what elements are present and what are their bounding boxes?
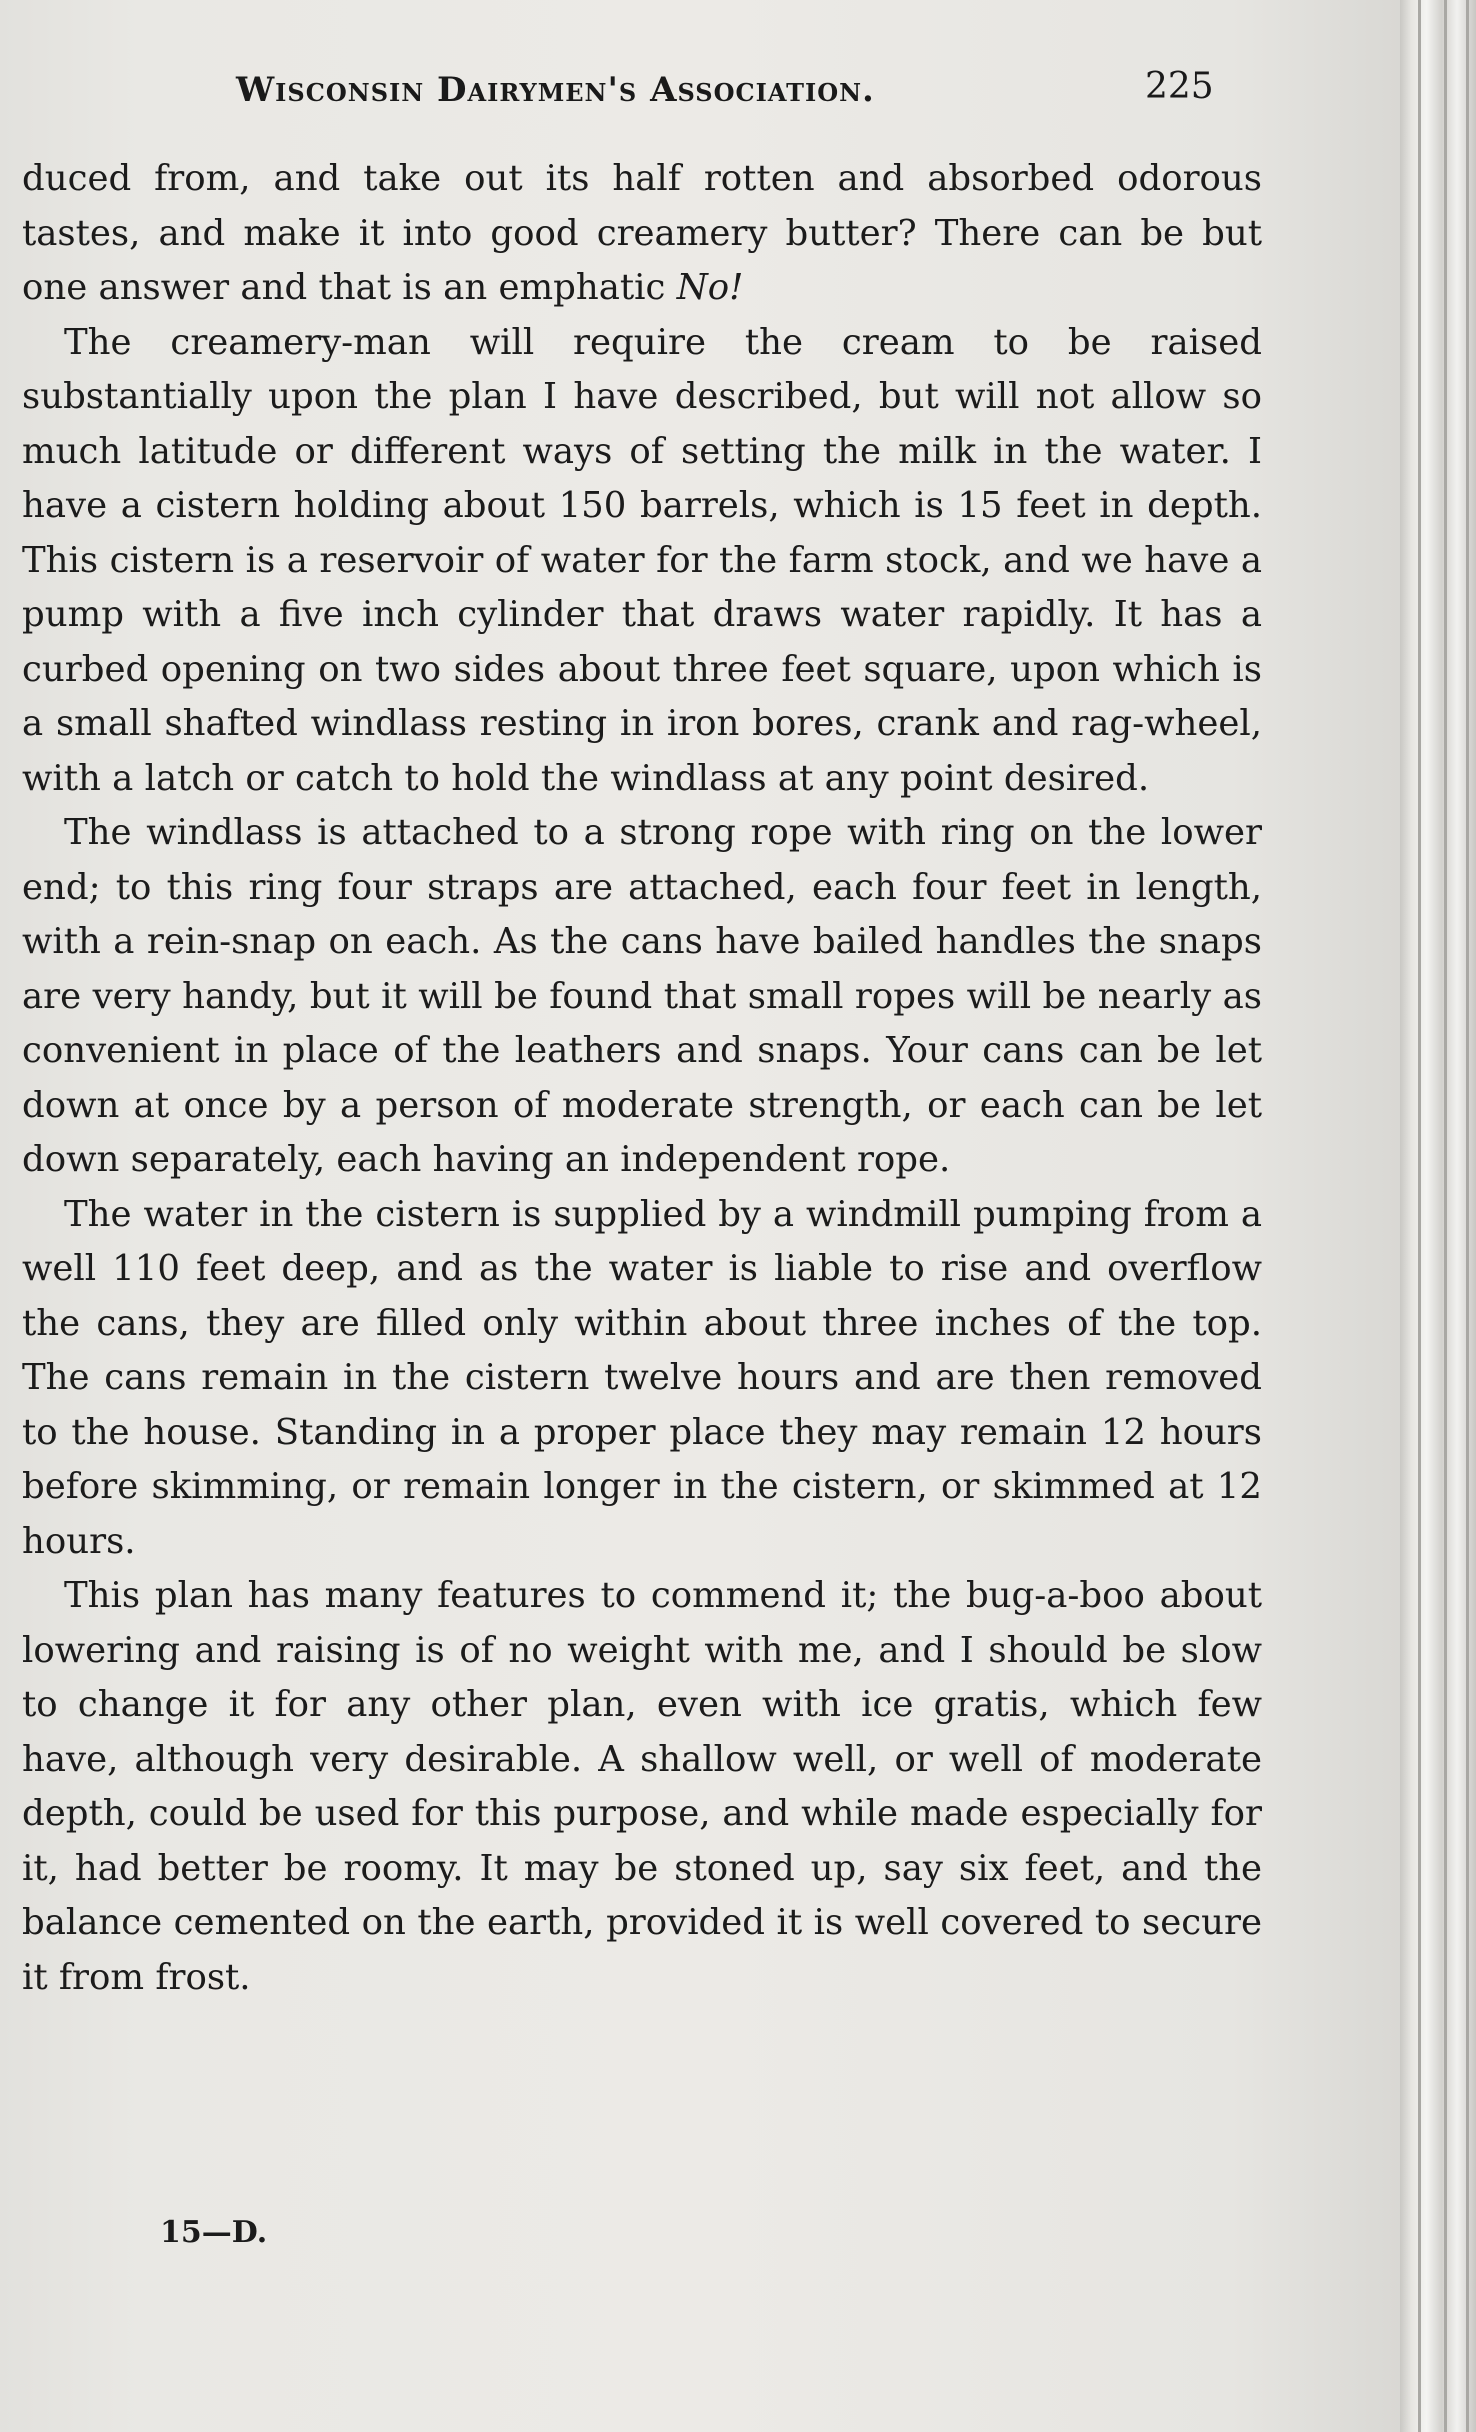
paragraph-4: The water in the cistern is supplied by a windmill pumping from a well 110 feet deep, and as the water is liable to rise and overflow the cans, they are filled only within about three inches of the top. The cans remain in the cistern twelve hours and are then removed to the house. Standing in a proper place they may remain 12 hours before skimming, or remain longer in the cistern, or skimmed at 12 hours. [22,1193,1262,1562]
page-header [0,60,1400,130]
spine-line [1444,0,1447,2432]
paragraph-5: This plan has many features to commend it; the bug-a-boo about lowering and raising is of no weight with me, and I should be slow to change it for any other plan, even with ice gratis, which few have, although very desirable. A shallow well, or well of moderate depth, could be used for this purpose, and while made especially for it, had better be roomy. It may be stoned up, say six feet, and the balance cemented on the earth, provided it is well covered to secure it from frost. [22,1575,1262,1998]
signature-mark: 15—D. [160,2215,268,2250]
page-number: 225 [1145,66,1214,107]
paragraph-1 [22,152,1262,316]
book-spine-edge [1400,0,1476,2432]
spine-line [1466,0,1469,2432]
running-head: Wisconsin Dairymen's Association. [236,70,875,110]
page-body [22,152,1262,2005]
spine-line [1418,0,1421,2432]
paragraph-1-text: duced from, and take out its half rotten and absorbed odorous tastes, and make it into good creamery butter? There can be but one answer and that is an emphatic [22,158,1262,308]
paragraph-2: The creamery-man will require the cream to be raised substantially upon the plan I have described, but will not allow so much latitude or different ways of setting the milk in the water. I have a cistern holding about 150 barrels, which is 15 feet in depth. This cistern is a reservoir of water for the farm stock, and we have a pump with a five inch cylinder that draws water rapidly. It has a curbed opening on two sides about three feet square, upon which is a small shafted windlass resting in iron bores, crank and rag-wheel, with a latch or catch to hold the windlass at any point desired. [22,321,1262,799]
emphatic-no: No! [676,267,744,308]
paragraph-3: The windlass is attached to a strong rope with ring on the lower end; to this ring four straps are attached, each four feet in length, with a rein-snap on each. As the cans have bailed handles the snaps are very handy, but it will be found that small ropes will be nearly as convenient in place of the leathers and snaps. Your cans can be let down at once by a person of moderate strength, or each can be let down separately, each having an independent rope. [22,812,1262,1180]
